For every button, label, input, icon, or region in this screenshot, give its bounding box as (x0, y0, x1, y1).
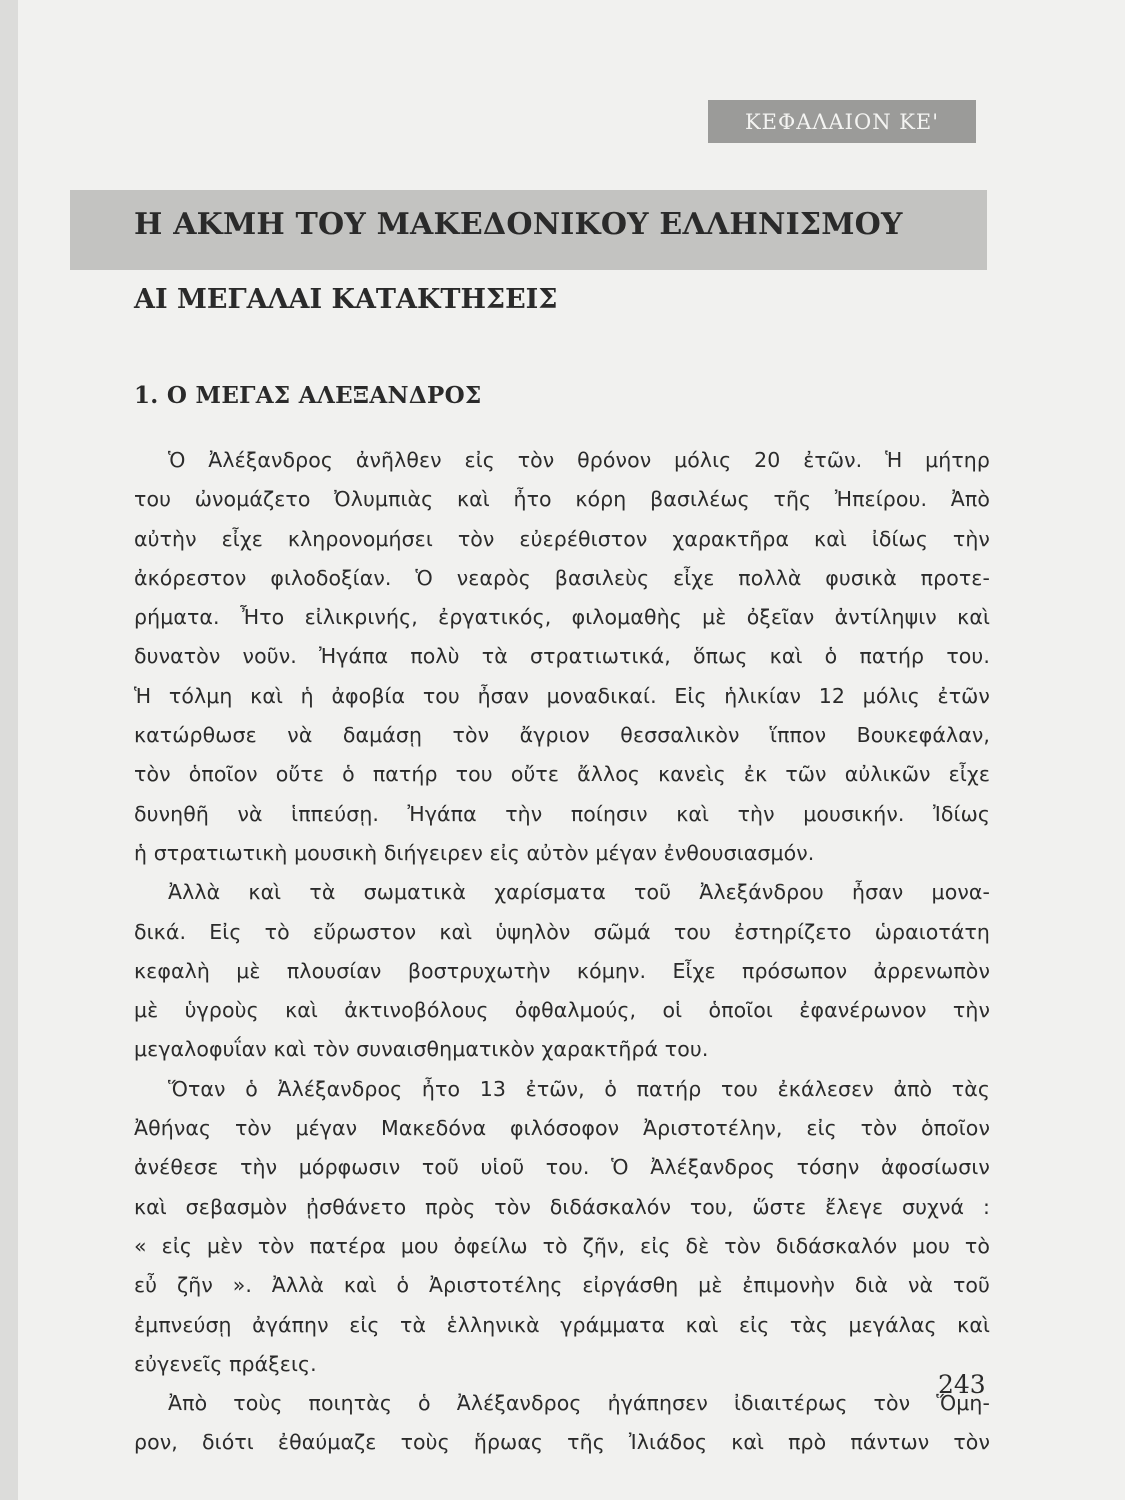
text-line: ρον, διότι ἐθαύμαζε τοὺς ἥρωας τῆς Ἰλιάδος καὶ πρὸ πάντων τὸν (134, 1430, 990, 1455)
chapter-subtitle: ΑΙ ΜΕΓΑΛΑΙ ΚΑΤΑΚΤΗΣΕΙΣ (134, 284, 558, 315)
text-line: Ὅταν ὁ Ἀλέξανδρος ἦτο 13 ἐτῶν, ὁ πατήρ του ἐκάλεσεν ἀπὸ τὰς (168, 1076, 990, 1101)
page-number: 243 (938, 1370, 986, 1399)
text-line: εὖ ζῆν ». Ἀλλὰ καὶ ὁ Ἀριστοτέλης εἰργάσθη μὲ ἐπιμονὴν διὰ νὰ τοῦ (134, 1273, 990, 1298)
chapter-title: Η ΑΚΜΗ ΤΟΥ ΜΑΚΕΔΟΝΙΚΟΥ ΕΛΛΗΝΙΣΜΟΥ (134, 207, 903, 242)
text-line: του ὠνομάζετο Ὀλυμπιὰς καὶ ἦτο κόρη βασιλέως τῆς Ἠπείρου. Ἀπὸ (134, 487, 990, 512)
text-line: καὶ σεβασμὸν ᾐσθάνετο πρὸς τὸν διδάσκαλόν του, ὥστε ἔλεγε συχνά : (134, 1194, 990, 1219)
text-line: ἐμπνεύσῃ ἀγάπην εἰς τὰ ἑλληνικὰ γράμματα καὶ εἰς τὰς μεγάλας καὶ (134, 1312, 990, 1337)
book-spine-shadow (0, 0, 19, 1500)
text-line: δικά. Εἰς τὸ εὔρωστον καὶ ὑψηλὸν σῶμά του ἐστηρίζετο ὡραιοτάτη (134, 919, 990, 944)
text-line: Ἀθήνας τὸν μέγαν Μακεδόνα φιλόσοφον Ἀριστοτέλην, εἰς τὸν ὁποῖον (134, 1116, 990, 1141)
text-line: κατώρθωσε νὰ δαμάσῃ τὸν ἄγριον θεσσαλικὸν ἵππον Βουκεφάλαν, (134, 723, 990, 748)
text-line: μὲ ὑγροὺς καὶ ἀκτινοβόλους ὀφθαλμούς, οἱ ὁποῖοι ἐφανέρωνον τὴν (134, 998, 990, 1023)
text-line: εὐγενεῖς πράξεις. (134, 1351, 317, 1376)
text-line: δυνηθῆ νὰ ἱππεύσῃ. Ἠγάπα τὴν ποίησιν καὶ τὴν μουσικήν. Ἰδίως (134, 801, 990, 826)
text-line: τὸν ὁποῖον οὔτε ὁ πατήρ του οὔτε ἄλλος κανεὶς ἐκ τῶν αὐλικῶν εἶχε (134, 762, 990, 787)
text-line: Ἀπὸ τοὺς ποιητὰς ὁ Ἀλέξανδρος ἠγάπησεν ἰδιαιτέρως τὸν Ὅμη- (168, 1391, 990, 1416)
text-line: Ἡ τόλμη καὶ ἡ ἀφοβία του ἦσαν μοναδικαί. Εἰς ἡλικίαν 12 μόλις ἐτῶν (134, 683, 990, 708)
text-line: αὐτὴν εἶχε κληρονομήσει τὸν εὐερέθιστον χαρακτῆρα καὶ ἰδίως τὴν (134, 526, 990, 551)
text-line: ἀνέθεσε τὴν μόρφωσιν τοῦ υἱοῦ του. Ὁ Ἀλέξανδρος τόσην ἀφοσίωσιν (134, 1155, 990, 1180)
text-line: δυνατὸν νοῦν. Ἠγάπα πολὺ τὰ στρατιωτικά, ὅπως καὶ ὁ πατήρ του. (134, 644, 990, 669)
section-heading: 1. Ο ΜΕΓΑΣ ΑΛΕΞΑΝΔΡΟΣ (134, 382, 482, 409)
text-line: « εἰς μὲν τὸν πατέρα μου ὀφείλω τὸ ζῆν, εἰς δὲ τὸν διδάσκαλόν μου τὸ (134, 1233, 990, 1258)
text-line: ρήματα. Ἦτο εἰλικρινής, ἐργατικός, φιλομαθὴς μὲ ὀξεῖαν ἀντίληψιν καὶ (134, 605, 990, 630)
chapter-label: ΚΕΦΑΛΑΙΟΝ ΚΕ' (708, 100, 976, 143)
text-line: ἡ στρατιωτικὴ μουσικὴ διήγειρεν εἰς αὐτὸν μέγαν ἐνθουσιασμόν. (134, 840, 815, 865)
text-line: ἀκόρεστον φιλοδοξίαν. Ὁ νεαρὸς βασιλεὺς εἶχε πολλὰ φυσικὰ προτε- (134, 565, 990, 590)
body-text (134, 441, 990, 1463)
text-line: μεγαλοφυΐαν καὶ τὸν συναισθηματικὸν χαρακτῆρά του. (134, 1037, 709, 1062)
text-line: Ἀλλὰ καὶ τὰ σωματικὰ χαρίσματα τοῦ Ἀλεξάνδρου ἦσαν μονα- (168, 880, 990, 905)
text-line: κεφαλὴ μὲ πλουσίαν βοστρυχωτὴν κόμην. Εἶχε πρόσωπον ἀρρενωπὸν (134, 958, 990, 983)
text-line: Ὁ Ἀλέξανδρος ἀνῆλθεν εἰς τὸν θρόνον μόλις 20 ἐτῶν. Ἡ μήτηρ (168, 448, 990, 472)
